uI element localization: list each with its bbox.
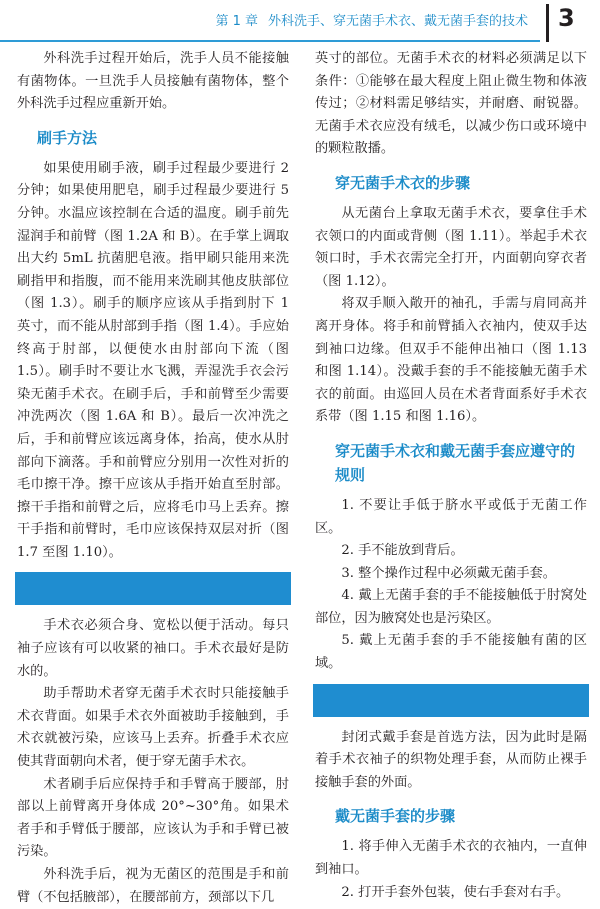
gown-paragraph-1: 手术衣必须合身、宽松以便于活动。每只袖子应该有可以收紧的袖口。手术衣最好是防水的。 — [17, 618, 289, 679]
right-column — [315, 48, 587, 904]
chapter-label: 第 1 章 — [215, 14, 258, 29]
glove-step-item: 2. 打开手套外包装，使右手套对右手。 — [341, 884, 570, 900]
rule-item: 2. 手不能放到背后。 — [341, 543, 464, 559]
glove-step-item: 1. 将手伸入无菌手术衣的衣袖内，一直伸到袖口。 — [315, 839, 587, 878]
gown-steps-paragraph-2: 将双手顺入敞开的袖孔，手需与肩同高并离开身体。将手和前臂插入衣袖内，使双手达到袖口边缘。但双手不能伸出袖口（图 1.13 和图 1.14）。没戴手套的手不能接触无菌手术衣的前面。由巡回人员在术者背面系好手术衣系带（图 1.15 和图 1.16）。 — [315, 296, 587, 425]
closed-gloving-paragraph: 封闭式戴手套是首选方法，因为此时是隔着手术衣袖子的织物处理手套，从而防止裸手接触手套的外面。 — [315, 729, 587, 790]
gown-steps-paragraph-1: 从无菌台上拿取无菌手术衣，要拿住手术衣领口的内面或背侧（图 1.11）。举起手术衣领口时，手术衣需完全打开，内面朝向穿衣者（图 1.12）。 — [315, 205, 587, 289]
section-banner-gown — [15, 572, 291, 605]
page-number: 3 — [558, 4, 575, 32]
intro-paragraph: 外科洗手过程开始后，洗手人员不能接触有菌物体。一旦洗手人员接触有菌物体，整个外科洗手过程应重新开始。 — [17, 51, 289, 112]
section-banner-gloves — [313, 684, 589, 717]
rule-item: 5. 戴上无菌手套的手不能接触有菌的区域。 — [315, 633, 587, 672]
running-header — [215, 10, 528, 29]
left-column — [17, 48, 289, 909]
gown-paragraph-3: 术者刷手后应保持手和手臂高于腰部，肘部以上前臂离开身体成 20°~30°角。如果术者手和手臂低于腰部，应该认为手和手臂已被污染。 — [17, 776, 289, 860]
rule-item: 3. 整个操作过程中必须戴无菌手套。 — [341, 565, 556, 581]
rules-heading: 穿无菌手术衣和戴无菌手套应遵守的规则 — [335, 441, 576, 484]
glove-steps-heading: 戴无菌手套的步骤 — [335, 807, 456, 826]
continued-paragraph: 英寸的部位。无菌手术衣的材料必须满足以下条件：①能够在最大程度上阻止微生物和体液传过；②材料需足够结实，并耐磨、耐锐器。无菌手术衣应没有绒毛，以减少伤口或环境中的颗粒散播。 — [315, 51, 587, 157]
rule-item: 1. 不要让手低于脐水平或低于无菌工作区。 — [315, 497, 587, 536]
gown-steps-heading: 穿无菌手术衣的步骤 — [335, 173, 471, 192]
gown-paragraph-2: 助手帮助术者穿无菌手术衣时只能接触手术衣背面。如果手术衣外面被助手接触到，手术衣就被污染，应该马上丢弃。折叠手术衣应使其背面朝向术者，便于穿无菌手术衣。 — [17, 686, 289, 770]
header-rule — [0, 40, 540, 42]
header-divider — [546, 4, 549, 42]
chapter-title: 外科洗手、穿无菌手术衣、戴无菌手套的技术 — [267, 14, 528, 29]
gown-paragraph-4: 外科洗手后，视为无菌区的范围是手和前臂（不包括腋部），在腰部前方，颈部以下几 — [17, 867, 289, 905]
scrub-heading: 刷手方法 — [37, 128, 98, 147]
page-header — [0, 0, 600, 44]
rule-item: 4. 戴上无菌手套的手不能接触低于肘窝处部位，因为腋窝处也是污染区。 — [315, 588, 587, 626]
scrub-paragraph: 如果使用刷手液，刷手过程最少要进行 2 分钟；如果使用肥皂，刷手过程最少要进行 5 分钟。水温应该控制在合适的温度。刷手前先湿润手和前臂（图 1.2A 和 B）。在手掌上调取出大约 5mL 抗菌肥皂液。指甲刷只能用来洗刷指甲和指腹，而不能用来洗刷其他皮肤部位（图 1.3）。刷手的顺序应该从手指到肘下 1 英寸，而不能从肘部到手指（图 1.4）。手应始终高于肘部，以便使水由肘部向下流（图 1.5）。刷手时不要让水飞溅，弄湿洗手衣会污染无菌手术衣。在刷手后，手和前臂至少需要冲洗两次（图 1.6A 和 B）。最后一次冲洗之后，手和前臂应该远离身体，抬高，使水从肘部向下滴落。手和前臂应分别用一次性对折的毛巾擦干净。擦干应该从手指开始直至肘部。擦干手指和前臂之后，应将毛巾马上丢弃。擦干手指和前臂时，毛巾应该保持双层对折（图 1.7 至图 1.10）。 — [17, 160, 289, 560]
